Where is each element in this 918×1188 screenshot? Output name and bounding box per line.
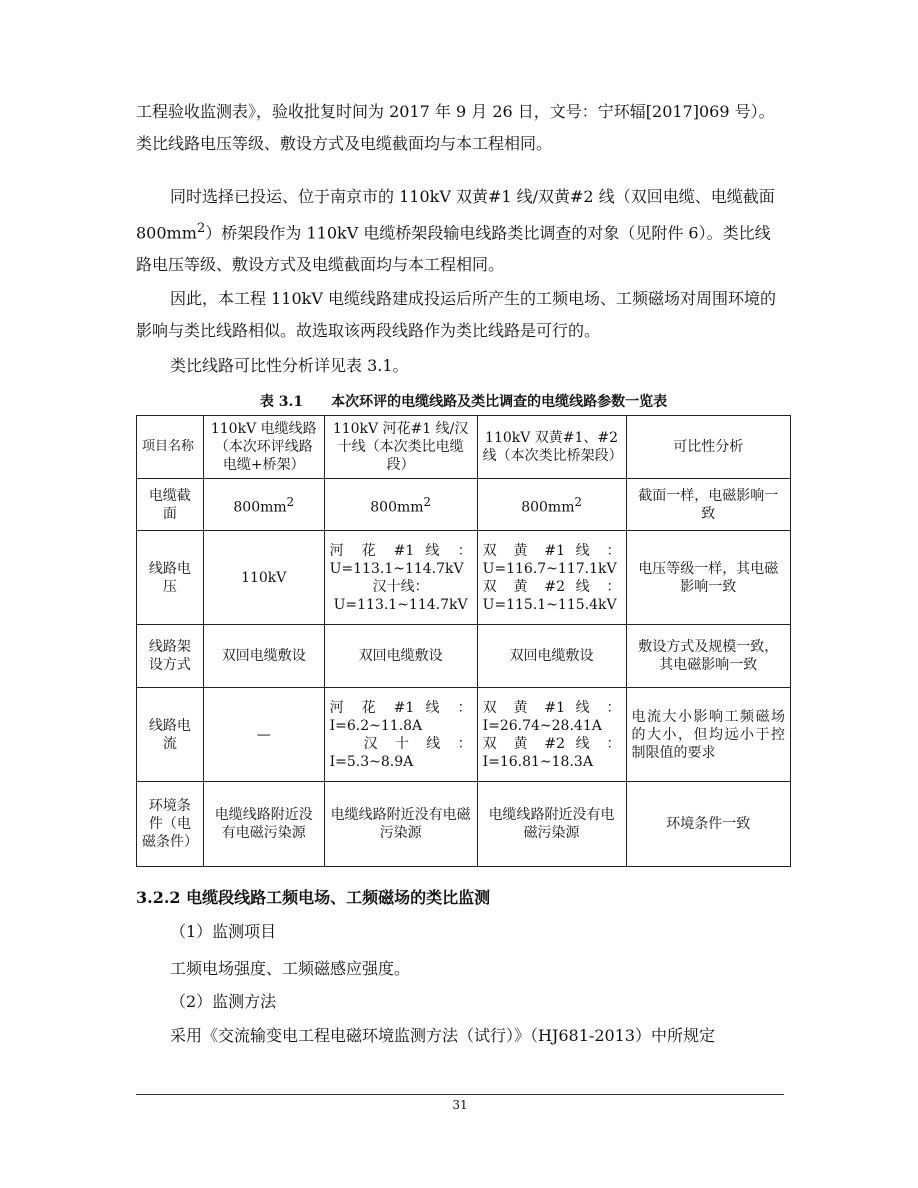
paragraph-bridge-text-b: ）桥架段作为 110kV 电缆桥架段输电线路类比调查的对象（见附件 6）。类比线路电压等级、敷设方式及电缆截面均与本工程相同。 xyxy=(136,223,771,275)
table-row-voltage xyxy=(137,531,791,625)
table-row-current xyxy=(137,688,791,782)
cell-current-hehua: 河 花 #1 线 ： I=6.2~11.8A 汉 十 线 ： I=5.3~8.9A xyxy=(324,688,477,782)
parameter-table xyxy=(136,415,791,867)
cell-environment-this: 电缆线路附近没有电磁污染源 xyxy=(203,782,324,867)
row-label-laying: 线路架设方式 xyxy=(137,625,204,688)
paragraph-acceptance: 工程验收监测表》，验收批复时间为 2017 年 9 月 26 日，文号：宁环辐[2017]069 号）。类比线路电压等级、敷设方式及电缆截面均与本工程相同。 xyxy=(136,102,775,153)
superscript-2: 2 xyxy=(196,221,206,236)
table-row-section xyxy=(137,479,791,531)
cell-section-shuanghuang: $800mm^2$ xyxy=(477,479,626,531)
row-label-environment: 环境条件（电磁条件） xyxy=(137,782,204,867)
table-row-environment xyxy=(137,782,791,867)
cell-voltage-analysis: 电压等级一样，其电磁影响一致 xyxy=(626,531,790,625)
item-1-title: （1）监测项目 xyxy=(170,922,277,941)
row-label-voltage: 线路电压 xyxy=(137,531,204,625)
row-label-current: 线路电流 xyxy=(137,688,204,782)
row-label-section: 电缆截面 xyxy=(137,479,204,531)
paragraph-bridge-text-a: 同时选择已投运、位于南京市的 110kV 双黄#1 线/双黄#2 线（双回电缆、电缆截面 800mm xyxy=(136,187,775,243)
cell-voltage-shuanghuang: 双 黄 #1 线 ： U=116.7~117.1kV 双 黄 #2 线 ： U=115.1~115.4kV xyxy=(477,531,626,625)
cell-current-shuanghuang: 双 黄 #1 线 ： I=26.74~28.41A 双 黄 #2 线 ： I=16.81~18.3A xyxy=(477,688,626,782)
page-number: 31 xyxy=(452,1098,468,1112)
item-1-body: 工频电场强度、工频磁感应强度。 xyxy=(170,959,411,978)
header-analysis: 可比性分析 xyxy=(626,416,790,479)
item-2-body: 采用《交流输变电工程电磁环境监测方法（试行）》（HJ681-2013）中所规定 xyxy=(170,1026,716,1045)
cell-voltage-this: 110kV xyxy=(203,531,324,625)
paragraph-conclusion: 因此，本工程 110kV 电缆线路建成投运后所产生的工频电场、工频磁场对周围环境的影响与类比线路相似。故选取该两段线路作为类比线路是可行的。 xyxy=(136,289,776,340)
cell-section-this: $800mm^2$ xyxy=(203,479,324,531)
cell-current-this: — xyxy=(203,688,324,782)
cell-laying-shuanghuang: 双回电缆敷设 xyxy=(477,625,626,688)
header-item-name: 项目名称 xyxy=(137,416,204,479)
section-heading: 3.2.2 电缆段线路工频电场、工频磁场的类比监测 xyxy=(136,888,491,907)
header-shuanghuang-line: 110kV 双黄#1、#2 线（本次类比桥架段） xyxy=(477,416,626,479)
header-hehua-line: 110kV 河花#1 线/汉十线（本次类比电缆段） xyxy=(324,416,477,479)
cell-voltage-hehua: 河 花 #1 线 ： U=113.1~114.7kV 汉十线： U=113.1~114.7kV xyxy=(324,531,477,625)
cell-section-analysis: 截面一样，电磁影响一致 xyxy=(626,479,790,531)
footer-rule xyxy=(136,1094,784,1095)
paragraph-table-ref: 类比线路可比性分析详见表 3.1。 xyxy=(170,356,409,375)
header-this-line: 110kV 电缆线路（本次环评线路电缆+桥架） xyxy=(203,416,324,479)
table-caption: 表 3.1 本次环评的电缆线路及类比调查的电缆线路参数一览表 xyxy=(259,394,668,410)
item-2-title: （2）监测方法 xyxy=(170,992,277,1011)
cell-environment-hehua: 电缆线路附近没有电磁污染源 xyxy=(324,782,477,867)
cell-laying-hehua: 双回电缆敷设 xyxy=(324,625,477,688)
cell-environment-analysis: 环境条件一致 xyxy=(626,782,790,867)
table-row-laying xyxy=(137,625,791,688)
cell-section-hehua: $800mm^2$ xyxy=(324,479,477,531)
cell-current-analysis: 电流大小影响工频磁场的大小，但均远小于控制限值的要求 xyxy=(626,688,790,782)
cell-environment-shuanghuang: 电缆线路附近没有电磁污染源 xyxy=(477,782,626,867)
paragraph-bridge-analog xyxy=(136,181,786,281)
table-header-row xyxy=(137,416,791,479)
cell-laying-this: 双回电缆敷设 xyxy=(203,625,324,688)
cell-laying-analysis: 敷设方式及规模一致，其电磁影响一致 xyxy=(626,625,790,688)
